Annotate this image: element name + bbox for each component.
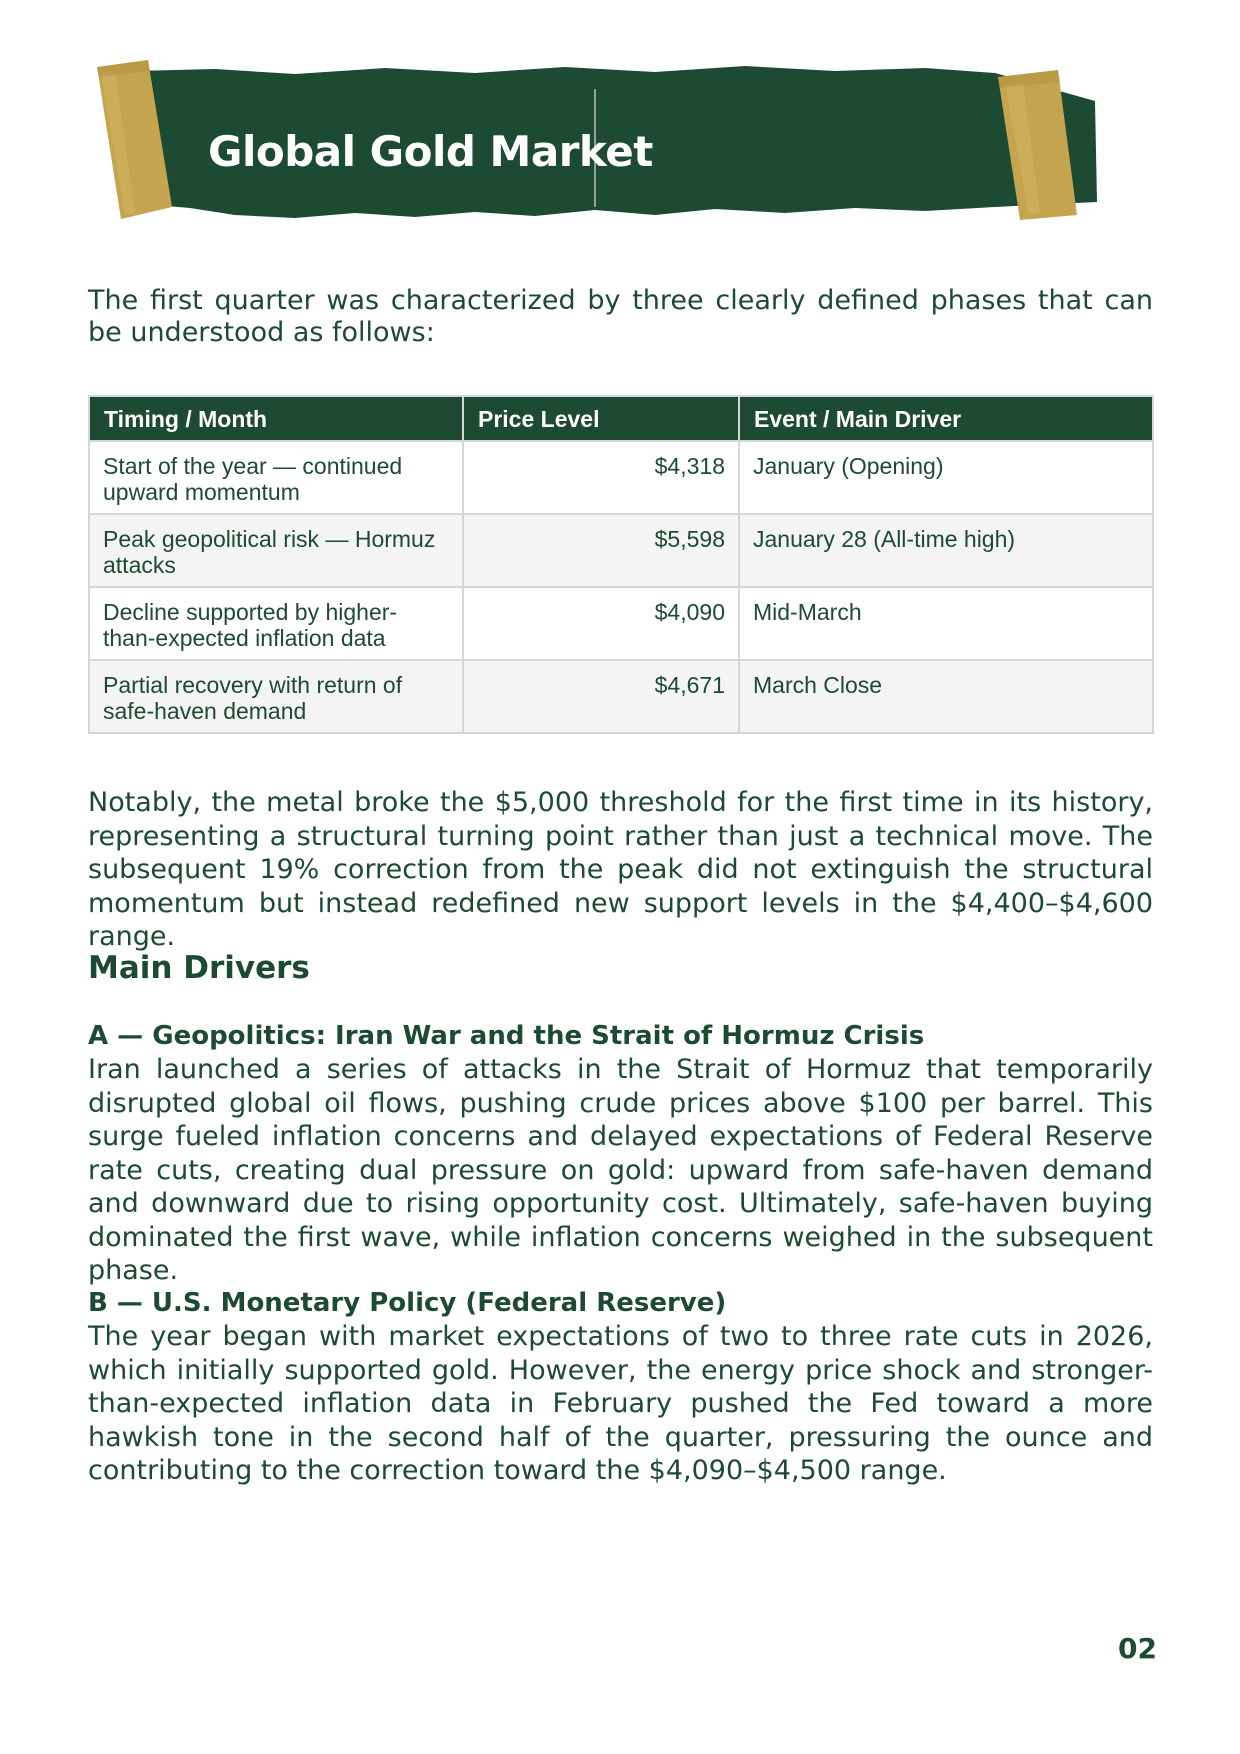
intro-paragraph: The first quarter was characterized by three clearly defined phases that can be understood as follows: bbox=[88, 285, 1153, 348]
column-header-price: Price Level bbox=[463, 396, 739, 441]
driver-a-body: Iran launched a series of attacks in the Strait of Hormuz that temporarily disrupted global oil flows, pushing crude prices above $100 per barrel. This surge fueled inflation concerns and delayed expectations of Federal Reserve rate cuts, creating dual pressure on gold: upward from safe-haven demand and downward due to rising opportunity cost. Ultimately, safe-haven buying dominated the first wave, while inflation concerns weighed in the subsequent phase. bbox=[88, 1054, 1153, 1286]
column-header-event: Event / Main Driver bbox=[739, 396, 1153, 441]
section-heading: Main Drivers bbox=[88, 950, 310, 986]
table-header-row bbox=[89, 396, 1153, 441]
price-cell: $4,318 bbox=[463, 441, 739, 514]
timing-cell: Peak geopolitical risk — Hormuz attacks bbox=[89, 514, 463, 587]
table-row bbox=[89, 587, 1153, 660]
timing-cell: Partial recovery with return of safe-haven demand bbox=[89, 660, 463, 733]
timing-cell: Start of the year — continued upward momentum bbox=[89, 441, 463, 514]
price-phases-table bbox=[88, 395, 1154, 734]
driver-b-title: B — U.S. Monetary Policy (Federal Reserve) bbox=[88, 1288, 727, 1318]
page-title: Global Gold Market bbox=[208, 127, 653, 176]
title-banner bbox=[95, 55, 1105, 250]
event-cell: Mid-March bbox=[739, 587, 1153, 660]
driver-section-b bbox=[88, 1287, 1153, 1488]
timing-cell: Decline supported by higher-than-expected inflation data bbox=[89, 587, 463, 660]
event-cell: March Close bbox=[739, 660, 1153, 733]
event-cell: January (Opening) bbox=[739, 441, 1153, 514]
table-row bbox=[89, 660, 1153, 733]
table-row bbox=[89, 514, 1153, 587]
price-cell: $4,090 bbox=[463, 587, 739, 660]
price-cell: $4,671 bbox=[463, 660, 739, 733]
table-row bbox=[89, 441, 1153, 514]
price-cell: $5,598 bbox=[463, 514, 739, 587]
driver-b-body: The year began with market expectations of two to three rate cuts in 2026, which initially supported gold. However, the energy price shock and stronger-than-expected inflation data in February pushed the Fed toward a more hawkish tone in the second half of the quarter, pressuring the ounce and contributing to the correction toward the $4,090–$4,500 range. bbox=[88, 1321, 1153, 1486]
page-number: 02 bbox=[1118, 1632, 1157, 1665]
driver-section-a bbox=[88, 1020, 1153, 1288]
driver-a-title: A — Geopolitics: Iran War and the Strait of Hormuz Crisis bbox=[88, 1021, 925, 1051]
analysis-paragraph: Notably, the metal broke the $5,000 threshold for the first time in its history, representing a structural turning point rather than just a technical move. The subsequent 19% correction from the peak did not extinguish the structural momentum but instead redefined new support levels in the $4,400–$4,600 range. bbox=[88, 787, 1153, 952]
event-cell: January 28 (All-time high) bbox=[739, 514, 1153, 587]
column-header-timing: Timing / Month bbox=[89, 396, 463, 441]
